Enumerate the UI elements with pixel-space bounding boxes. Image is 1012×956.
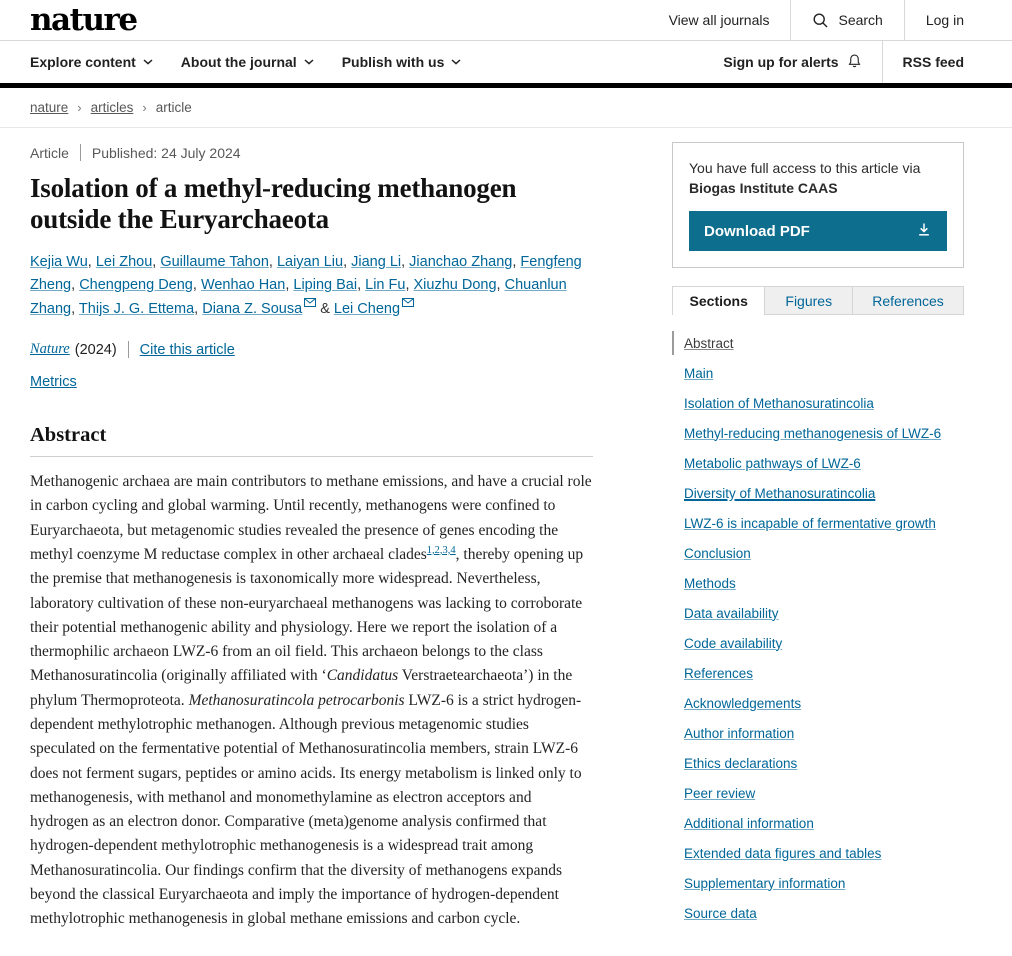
abstract-text: Methanogenic archaea are main contributors to methane emissions, and have a crucial role in carbon cycling and global warming. Until recently, methanogens were confined to Euryarchaeota, but metagenomic studies revealed the presence of genes encoding the methyl coenzyme M reductase complex in other archaeal clades$^{1,2,3,4}$, thereby opening up the premise that methanogenesis is taxonomically more widespread. Nevertheless, laboratory cultivation of these non-euryarchaeal methanogens was lacking to corroborate their potential methanogenic ability and physiology. Here we report the isolation of a thermophilic archaeon LWZ-6 from an oil field. This archaeon belongs to the class Methanosuratincolia (originally affiliated with ‘Candidatus Verstraetearchaeota’) in the phylum Thermoproteota. Methanosuratincola petrocarbonis LWZ-6 is a strict hydrogen-dependent methylotrophic methanogen. Although previous metagenomic studies speculated on the fermentative potential of Methanosuratincolia members, strain LWZ-6 does not ferment sugars, peptides or amino acids. Its energy metabolism is linked only to methanogenesis, with methanol and monomethylamine as electron acceptors and hydrogen as an electron donor. Comparative (meta)genome analysis confirmed that hydrogen-dependent methylotrophic methanogenesis is a widespread trait among Methanosuratincolia. Our findings confirm that the diversity of methanogens expands beyond the classical Euryarchaeota and imply the importance of hydrogen-dependent methylotrophic methanogenesis in global methane emissions and carbon cycle. — [30, 473, 592, 928]
section-list-item — [684, 778, 964, 808]
abstract-italic-term: Candidatus — [326, 667, 399, 685]
sidebar-section-additional-information[interactable]: Additional information — [684, 815, 814, 831]
nav-item-label: Explore content — [30, 54, 136, 70]
nav-right — [723, 41, 964, 83]
author-link-wenhao-han[interactable]: Wenhao Han — [200, 277, 286, 294]
content — [0, 128, 1012, 956]
sidebar-section-ethics-declarations[interactable]: Ethics declarations — [684, 755, 798, 771]
sidebar-section-diversity-of-methanosuratincolia[interactable]: Diversity of Methanosuratincolia — [684, 485, 876, 501]
section-list-item — [684, 478, 964, 508]
sidebar-tabs — [672, 286, 964, 315]
article-type-label: Article — [30, 144, 69, 161]
section-list-item — [684, 538, 964, 568]
sidebar-section-lwz-6-is-incapable-of-fermentative-growth[interactable]: LWZ-6 is incapable of fermentative growth — [684, 515, 936, 531]
sidebar-section-methyl-reducing-methanogenesis-of-lwz-6[interactable]: Methyl-reducing methanogenesis of LWZ-6 — [684, 425, 942, 441]
tab-sections[interactable]: Sections — [672, 286, 765, 315]
author-separator: , — [512, 253, 521, 270]
author-separator: , — [71, 277, 80, 294]
sidebar-section-extended-data-figures-and-tables[interactable]: Extended data figures and tables — [684, 845, 882, 861]
sidebar-section-methods[interactable]: Methods — [684, 575, 736, 591]
search-link[interactable] — [790, 0, 903, 40]
download-pdf-label: Download PDF — [704, 222, 810, 240]
access-message-prefix: You have full access to this article via — [689, 160, 921, 176]
nature-logo[interactable]: nature — [30, 1, 137, 38]
access-source: Biogas Institute CAAS — [689, 180, 838, 196]
author-separator: , — [405, 277, 414, 294]
sidebar-section-metabolic-pathways-of-lwz-6[interactable]: Metabolic pathways of LWZ-6 — [684, 455, 861, 471]
author-link-xiuzhu-dong[interactable]: Xiuzhu Dong — [413, 277, 497, 294]
author-link-lin-fu[interactable]: Lin Fu — [365, 277, 406, 294]
login-link[interactable]: Log in — [904, 0, 1012, 40]
author-separator: , — [71, 300, 79, 317]
author-separator: , — [268, 253, 277, 270]
sidebar-section-data-availability[interactable]: Data availability — [684, 605, 779, 621]
section-list-item — [684, 718, 964, 748]
citation-line — [30, 341, 593, 358]
sidebar-section-supplementary-information[interactable]: Supplementary information — [684, 875, 846, 891]
author-separator: , — [87, 253, 96, 270]
breadcrumb-link-articles[interactable]: articles — [90, 100, 134, 115]
envelope-icon — [402, 298, 414, 307]
section-list-item — [684, 598, 964, 628]
metrics-link[interactable]: Metrics — [30, 374, 77, 391]
author-link-jianchao-zhang[interactable]: Jianchao Zhang — [409, 253, 513, 270]
nav-item-publish-with-us[interactable] — [342, 41, 462, 83]
site-header — [0, 0, 1012, 41]
publication-year: (2024) — [74, 341, 117, 358]
metrics-line — [30, 374, 593, 390]
author-link-chengpeng-deng[interactable]: Chengpeng Deng — [79, 277, 193, 294]
journal-link[interactable]: Nature — [30, 341, 70, 358]
chevron-down-icon — [304, 59, 314, 65]
published-date: Published: 24 July 2024 — [91, 144, 241, 161]
author-link-fengfeng-zheng[interactable]: Fengfeng Zheng — [30, 253, 582, 294]
nav-left — [30, 41, 461, 83]
section-list-item — [684, 358, 964, 388]
citation-superscript — [427, 545, 456, 556]
author-separator: & — [316, 300, 334, 317]
author-separator: , — [194, 300, 203, 317]
access-box — [672, 142, 964, 268]
page-title: Isolation of a methyl-reducing methanogen outside the Euryarchaeota — [30, 173, 517, 234]
journal-nav — [0, 41, 1012, 83]
search-icon — [812, 12, 829, 29]
sidebar-section-main[interactable]: Main — [684, 365, 714, 381]
tab-references[interactable]: References — [853, 286, 964, 315]
cite-divider — [128, 341, 129, 358]
section-list-item — [684, 508, 964, 538]
sidebar — [672, 142, 964, 932]
section-list-item — [684, 838, 964, 868]
section-list-item — [684, 448, 964, 478]
breadcrumb — [0, 88, 1012, 128]
sidebar-section-peer-review[interactable]: Peer review — [684, 785, 756, 801]
nav-item-label: About the journal — [180, 54, 297, 70]
author-separator: , — [401, 253, 410, 270]
breadcrumb-separator: › — [77, 100, 82, 115]
search-label: Search — [838, 12, 883, 28]
sidebar-section-source-data[interactable]: Source data — [684, 905, 757, 921]
section-list-item — [684, 628, 964, 658]
author-link-liping-bai[interactable]: Liping Bai — [293, 277, 358, 294]
author-link-jiang-li[interactable]: Jiang Li — [351, 253, 402, 270]
chevron-down-icon — [451, 59, 461, 65]
nav-item-explore-content[interactable] — [30, 41, 153, 83]
sidebar-section-author-information[interactable]: Author information — [684, 725, 795, 741]
sidebar-section-conclusion[interactable]: Conclusion — [684, 545, 751, 561]
sidebar-section-abstract[interactable]: Abstract — [684, 335, 734, 351]
abstract-divider — [30, 456, 593, 457]
section-list-item — [684, 898, 964, 928]
author-link-laiyan-liu[interactable]: Laiyan Liu — [276, 253, 344, 270]
article-column — [30, 142, 593, 932]
cite-this-article-link[interactable]: Cite this article — [139, 341, 235, 358]
breadcrumb-separator: › — [142, 100, 147, 115]
author-link-lei-cheng[interactable]: Lei Cheng — [333, 300, 401, 317]
section-list-item — [684, 418, 964, 448]
signup-alerts-link[interactable] — [723, 41, 882, 83]
author-link-chuanlun-zhang[interactable]: Chuanlun Zhang — [30, 277, 567, 317]
author-separator: , — [152, 253, 161, 270]
sections-list — [672, 328, 964, 928]
breadcrumb-item-article: article — [155, 100, 192, 115]
author-link-kejia-wu[interactable]: Kejia Wu — [30, 253, 88, 270]
authors-list — [30, 251, 593, 322]
meta-divider — [80, 144, 81, 161]
tab-figures[interactable]: Figures — [765, 286, 853, 315]
chevron-down-icon — [143, 59, 153, 65]
envelope-icon — [304, 298, 316, 307]
author-separator: , — [343, 253, 352, 270]
section-list-item — [684, 328, 964, 358]
section-list-item — [684, 688, 964, 718]
article-meta — [30, 144, 593, 161]
download-icon — [916, 221, 932, 241]
author-link-thijs-j-g-ettema[interactable]: Thijs J. G. Ettema — [78, 300, 195, 317]
nav-item-label: Publish with us — [341, 54, 445, 70]
author-link-guillaume-tahon[interactable]: Guillaume Tahon — [160, 253, 269, 270]
view-all-journals-link[interactable]: View all journals — [668, 12, 770, 28]
sidebar-section-acknowledgements[interactable]: Acknowledgements — [684, 695, 802, 711]
section-list-item — [684, 658, 964, 688]
sidebar-section-code-availability[interactable]: Code availability — [684, 635, 783, 651]
author-link-lei-zhou[interactable]: Lei Zhou — [95, 253, 153, 270]
section-list-item — [684, 868, 964, 898]
abstract-heading: Abstract — [30, 424, 107, 447]
abstract-italic-term: Methanosuratincola petrocarbonis — [188, 691, 405, 709]
section-list-item — [684, 388, 964, 418]
section-list-item — [684, 748, 964, 778]
sidebar-section-references[interactable]: References — [684, 665, 754, 681]
section-list-item — [684, 808, 964, 838]
signup-alerts-label: Sign up for alerts — [723, 54, 839, 70]
citation-reference-links[interactable]: 1,2,3,4 — [426, 544, 456, 556]
section-list-item — [684, 568, 964, 598]
rss-feed-link[interactable]: RSS feed — [902, 54, 964, 70]
nav-item-about-the-journal[interactable] — [181, 41, 314, 83]
bell-icon — [847, 53, 862, 72]
sidebar-section-isolation-of-methanosuratincolia[interactable]: Isolation of Methanosuratincolia — [684, 395, 874, 411]
access-message — [689, 158, 947, 198]
author-separator: , — [496, 277, 505, 294]
author-link-diana-z-sousa[interactable]: Diana Z. Sousa — [202, 300, 303, 317]
header-links — [648, 0, 1012, 40]
author-separator: , — [285, 277, 294, 294]
author-separator: , — [357, 277, 366, 294]
breadcrumb-link-nature[interactable]: nature — [30, 100, 69, 115]
download-pdf-button[interactable] — [689, 211, 947, 251]
author-separator: , — [192, 277, 201, 294]
